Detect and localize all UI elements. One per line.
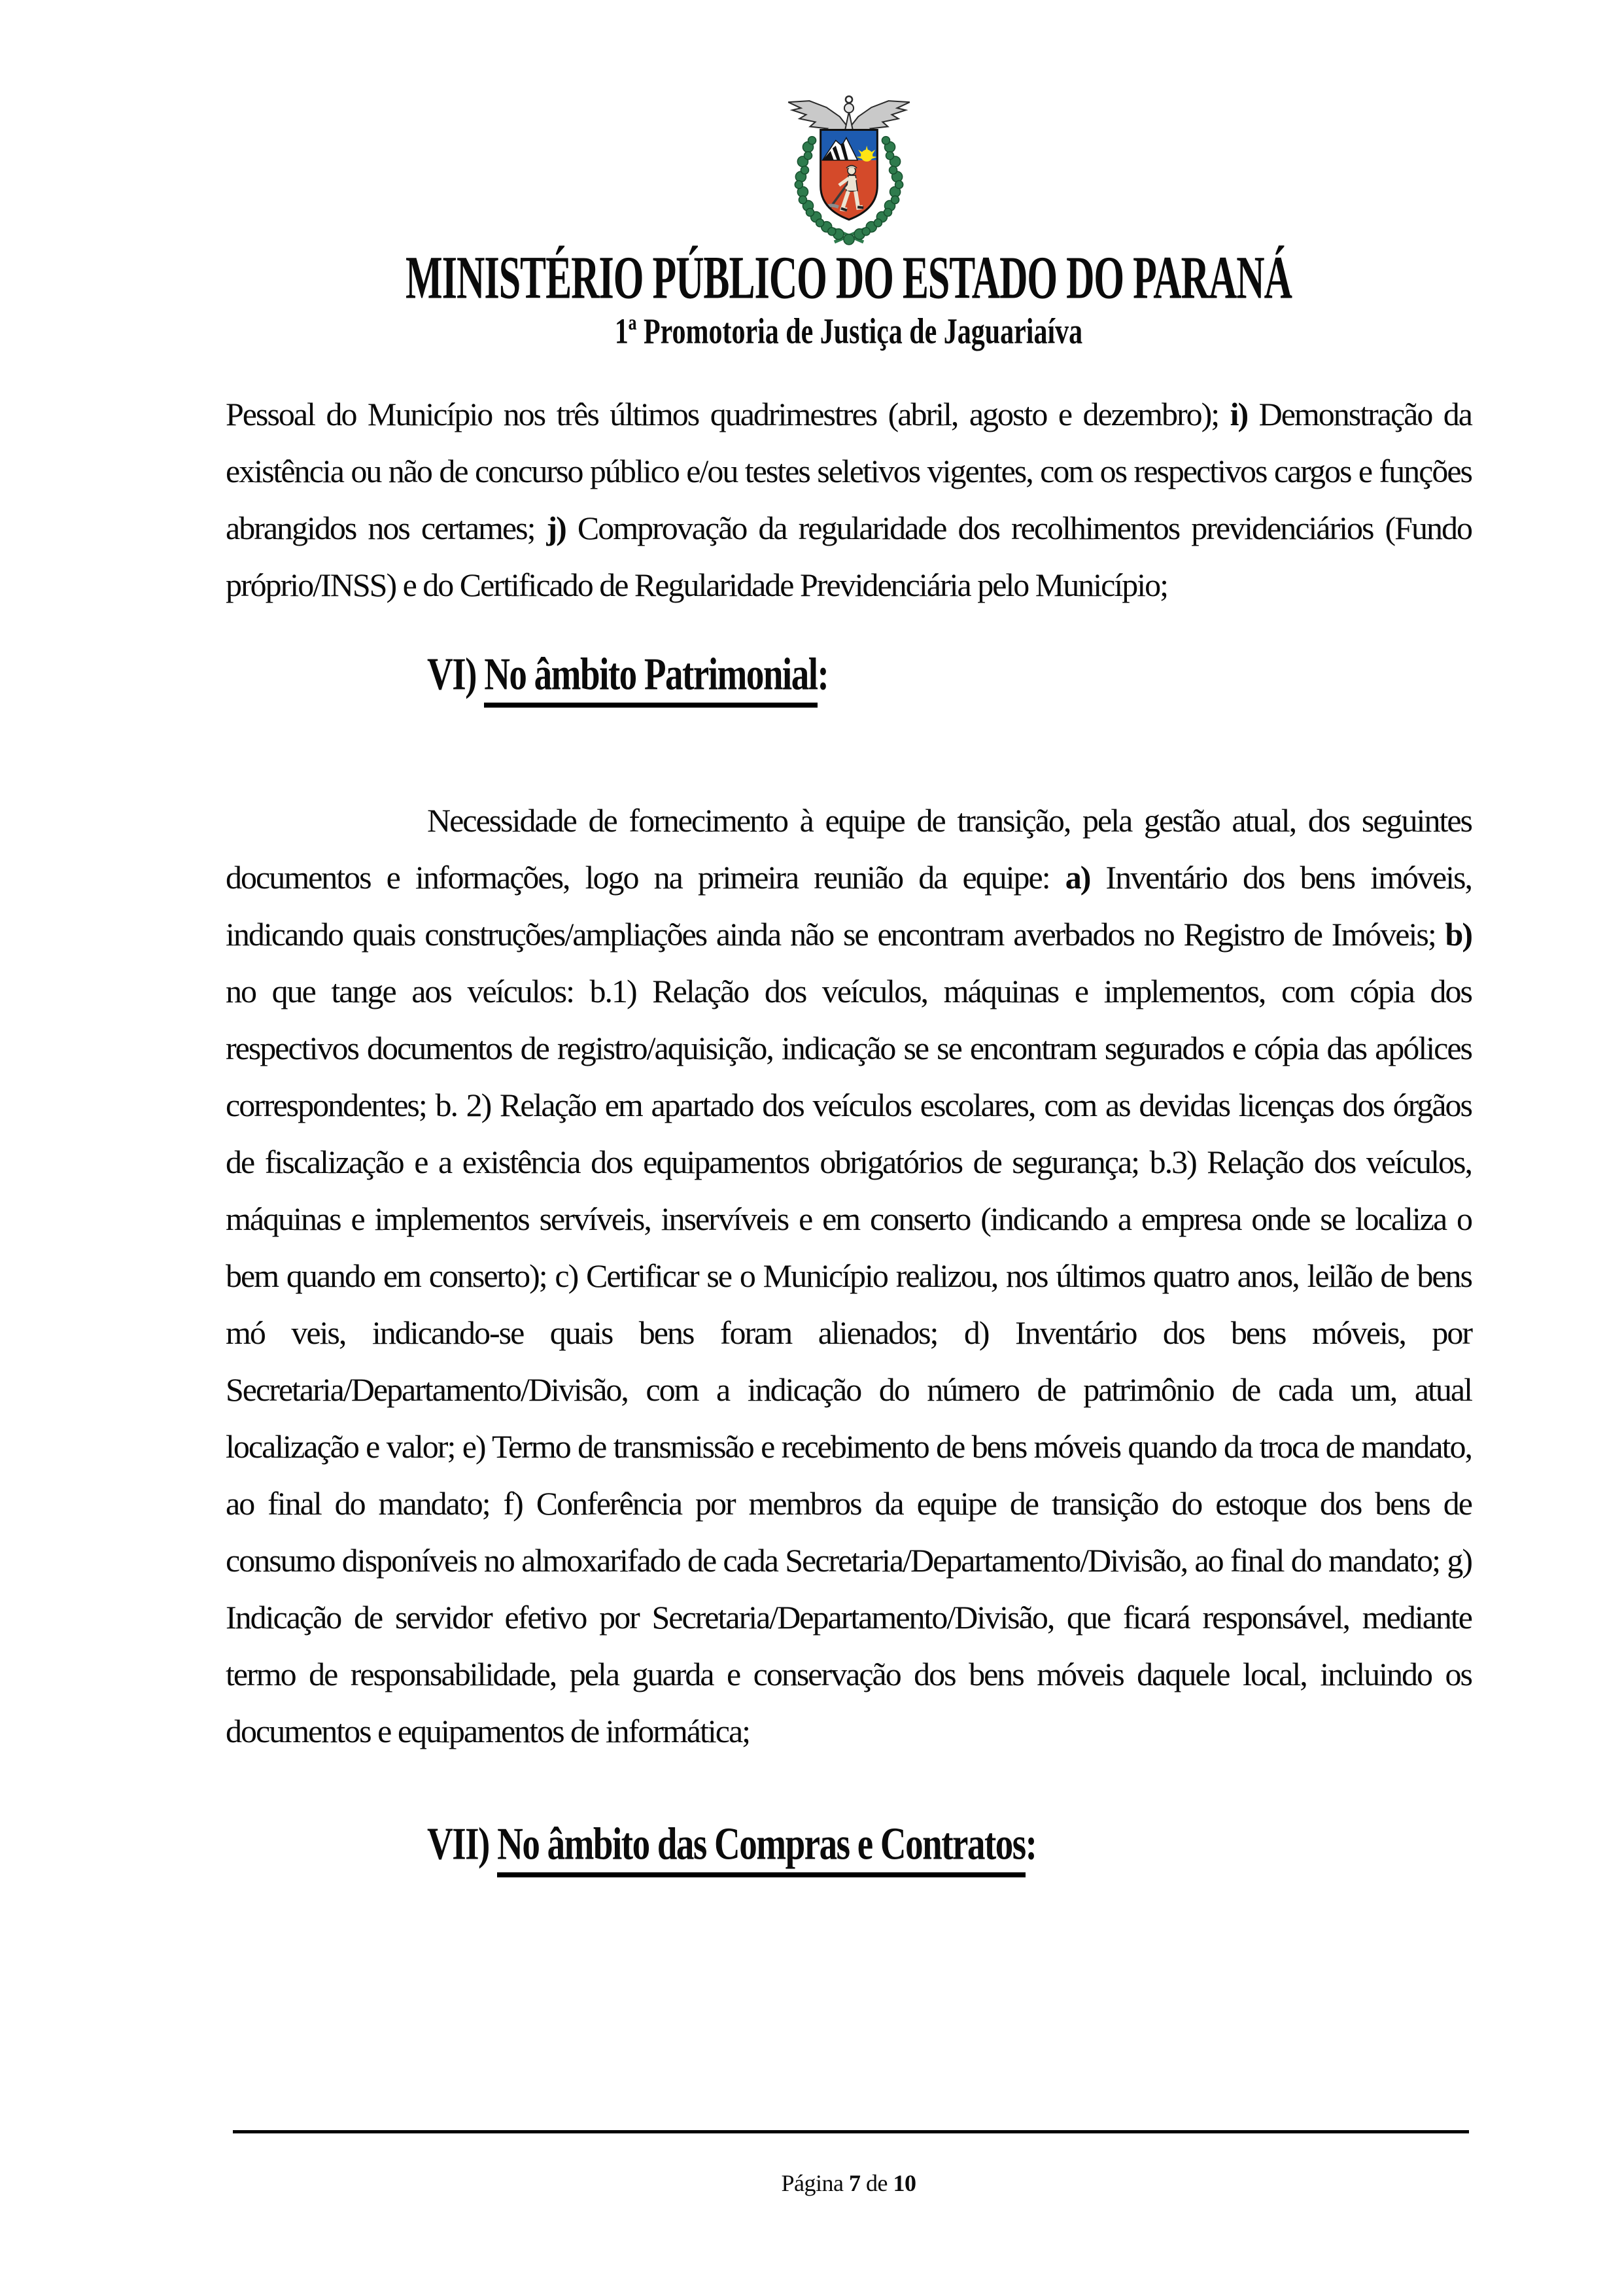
section-vi-colon: : (817, 648, 829, 699)
org-title (226, 244, 1472, 317)
footer-prefix: Página (781, 2170, 844, 2196)
parana-coat-of-arms-icon (783, 90, 915, 247)
section-vi-heading-text (427, 647, 828, 701)
section-vi-prefix: VI) (427, 648, 476, 699)
paragraph-continuation: Pessoal do Município nos três últimos quadrimestres (abril, agosto e dezembro); i) Demonstração da existência ou não de concurso público e/ou testes seletivos vigentes, com os respectivos cargos e funções abrangidos nos certames; j) Comprovação da regularidade dos recolhimentos previdenciários (Fundo próprio/INSS) e do Certificado de Regularidade Previdenciária pelo Município; (226, 396, 1472, 603)
section-vii-prefix: VII) (427, 1817, 489, 1869)
header-logo (226, 90, 1472, 249)
document-content (226, 0, 1472, 1867)
footer-divider-line (233, 2130, 1469, 2133)
footer-total-pages: 10 (893, 2170, 916, 2196)
paragraph-patrimonial: Necessidade de fornecimento à equipe de transição, pela gestão atual, dos seguintes documentos e informações, logo na primeira reunião da equipe: a) Inventário dos bens imóveis, indicando quais construções/ampliações ainda não se encontram averbados no Registro de Imóveis; b) no que tange aos veículos: b.1) Relação dos veículos, máquinas e implementos, com cópia dos respectivos documentos de registro/aquisição, indicação se se encontram segurados e cópia das apólices correspondentes; b. 2) Relação em apartado dos veículos escolares, com as devidas licenças dos órgãos de fiscalização e a existência dos equipamentos obrigatórios de segurança; b.3) Relação dos veículos, máquinas e implementos servíveis, inservíveis e em conserto (indicando a empresa onde se localiza o bem quando em conserto); c) Certificar se o Município realizou, nos últimos quatro anos, leilão de bens mó veis, indicando-se quais bens foram alienados; d) Inventário dos bens móveis, por Secretaria/Departamento/Divisão, com a indicação do número de patrimônio de cada um, atual localização e valor; e) Termo de transmissão e recebimento de bens móveis quando da troca de mandato, ao final do mandato; f) Conferência por membros da equipe de transição do estoque dos bens de consumo disponíveis no almoxarifado de cada Secretaria/Departamento/Divisão, ao final do mandato; g) Indicação de servidor efetivo por Secretaria/Departamento/Divisão, que ficará responsável, mediante termo de responsabilidade, pela guarda e conservação dos bens móveis daquele local, incluindo os documentos e equipamentos de informática; (226, 802, 1472, 1749)
document-header (226, 0, 1472, 352)
section-vii-colon: : (1025, 1817, 1037, 1869)
section-vii-heading-text (427, 1817, 1037, 1870)
org-title-text: MINISTÉRIO PÚBLICO DO ESTADO DO PARANÁ (406, 244, 1292, 311)
footer-of-word: de (866, 2170, 888, 2196)
section-vii-title: No âmbito das Compras e Contratos (497, 1818, 1026, 1878)
footer-page-indicator (226, 2169, 1472, 2197)
section-vi-title: No âmbito Patrimonial (484, 648, 817, 708)
footer-page-number: 7 (849, 2170, 861, 2196)
section-vii-heading (226, 1817, 1472, 1869)
section-vi-heading (226, 648, 1472, 699)
eagle-icon (788, 96, 910, 133)
org-subtitle-text: 1ª Promotoria de Justiça de Jaguariaíva (614, 312, 1083, 352)
shield-icon (820, 130, 877, 221)
